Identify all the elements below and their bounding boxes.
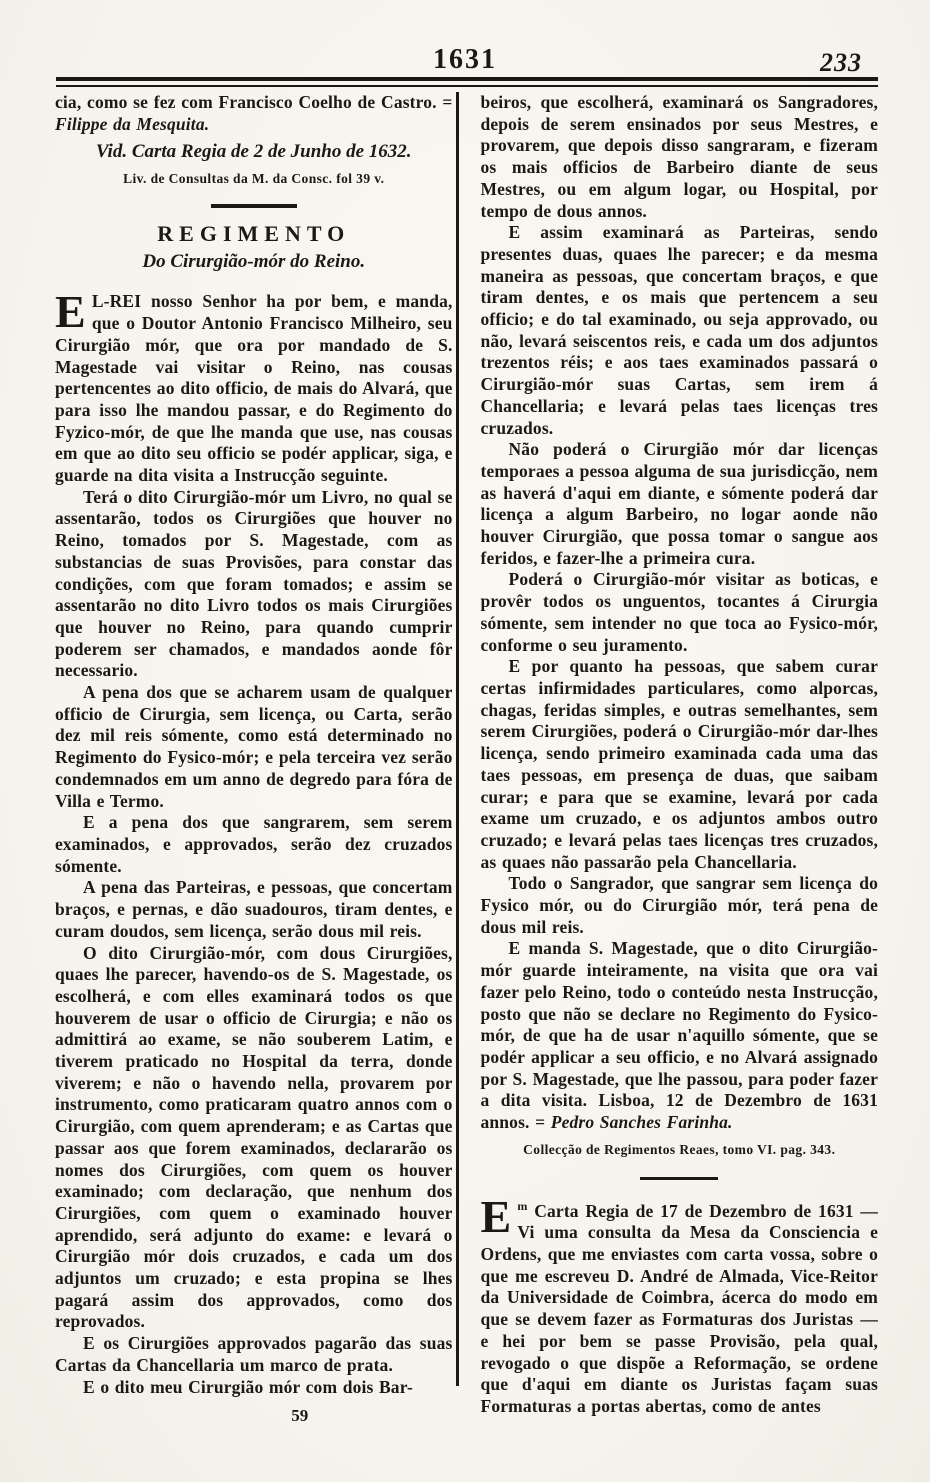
closing-paragraph [481, 938, 879, 1133]
paragraph: A pena dos que se acharem usam de qualquer officio de Cirurgia, sem licença, ou Carta, serão dez mil reis sómente, como está determinado no Regimento do Fysico-mór; e pela terceira vez serão condemnados em um anno de degredo para fóra de Villa e Termo. [55, 682, 453, 811]
paragraph: E a pena dos que sangrarem, sem serem examinados, e approvados, serão dez cruzados sómente. [55, 812, 453, 876]
paragraph: Terá o dito Cirurgião-mór um Livro, no qual se assentarão, todos os Cirurgiões que houver no Reino, tomados por S. Magestade, com as substancias de suas Provisões, para constar das condições, com que foram tomados; e assim se assentarão no dito Livro todos os mais Cirurgiões que houver no Reino, para quando cumprir poderem ser chamados, e mandados aonde fôr necessario. [55, 486, 453, 681]
header-double-rule [56, 77, 878, 87]
signature-name: Pedro Sanches Farinha. [550, 1112, 733, 1133]
paragraph: Não poderá o Cirurgião mór dar licenças temporaes a pessoa alguma de sua jurisdicção, nem as haverá d'aqui em diante, e sómente poderá dar licença a algum Barbeiro, no logar aonde não houver Cirurgião, que possa tomar o sangue aos feridos, e fazer-lhe a primeira cura. [480, 439, 878, 568]
closing-text: E manda S. Magestade, que o dito Cirurgião-mór guarde inteiramente, na visita que ora vai fazer pelo Reino, todo o conteúdo nesta Instrucção, posto que não se declare no Regimento do Fysico-mór, de que ha de usar n'aquillo sómente, que se podér applicar a seu officio, e no Alvará assignado por S. Magestade, que lhe passou, para poder fazer a dita visita. Lisboa, 12 de Dezembro de 1631 annos. = [480, 938, 878, 1133]
paragraph: O dito Cirurgião-mór, com dous Cirurgiões, quaes lhe parecer, havendo-os de S. Magestade, os escolherá, e com elles examinará todos os que houverem de usar o officio de Cirurgia; e não os admittirá ao exame, se não souberem Latim, e tiverem praticado no Hospital da terra, donde viverem; e não o havendo nella, provarem por instrumento, como praticaram quatro annos com o Cirurgião, com quem aprenderam; e as Cartas que passar aos que forem examinados, declararão os nomes dos Cirurgiões, com quem os houver examinado; com declaração, que nenhum dos Cirurgiões, com quem o examinado houver aprendido, será adjunto do exame: e levará o Cirurgião mór dois cruzados, e cada um dos adjuntos um cruzado; e esta propina se lhes pagará assim dos approvados, como dos reprovados. [55, 942, 453, 1332]
paragraph: E assim examinará as Parteiras, sendo presentes duas, quaes lhe parecer; e da mesma maneira as pessoas, que concertam braços, e que tiram dentes, e os mais que pertencem a seu officio; e do tal examinado, ou seja approvado, ou não, levará seiscentos reis, e cada um dos adjuntos trezentos réis; e aos taes examinados passará o Cirurgião-mór suas Cartas, sem irem á Chancellaria; e levará pelas taes licenças tres cruzados. [480, 222, 878, 438]
section-title: REGIMENTO [157, 221, 351, 247]
signature-name: Filippe da Mesquita. [55, 113, 210, 134]
section-subtitle: Do Cirurgião-mór do Reino. [142, 251, 366, 273]
paragraph: E os Cirurgiões approvados pagarão das suas Cartas da Chancellaria um marco de prata. [55, 1333, 453, 1375]
paragraph [55, 286, 453, 486]
paragraph-text: L-REI nosso Senhor ha por bem, e manda, que o Doutor Antonio Francisco Milheiro, seu Cirurgião mór, que ora por mandado de S. Magestade vai visitar o Reino, nas cousas pertencentes ao dito officio, de mais do Alvará, que para isso lhe mandou passar, e do Regimento do Fyzico-mór, de que lhe manda que use, nas cousas em que ao dito seu officio se podér applicar, siga, e guarde na dita visita a Instrucção seguinte. [55, 291, 453, 486]
drop-cap: E [55, 286, 86, 338]
running-head-year: 1631 [433, 44, 497, 75]
drop-cap: E [480, 1190, 512, 1242]
continuation-paragraph [55, 92, 453, 135]
collection-citation-line: Collecção de Regimentos Reaes, tomo VI. pag. 343. [523, 1141, 836, 1157]
drop-cap-superscript: m [517, 1198, 528, 1213]
left-column [55, 92, 453, 1426]
paragraph: E por quanto ha pessoas, que sabem curar certas infirmidades particulares, como alporcas, chagas, feridas simples, e outras semelhantes, sem serem Cirurgiões, poderá o Cirurgião-mór dar-lhes licença, sendo primeiro examinada cada uma das taes pessoas, em presença de duas, que saibam curar; e para que se examine, levará por cada exame um cruzado, e os adjuntos ambos outro cruzado; e levará pelas taes licenças tres cruzados, as quaes não passarão pela Chancellaria. [480, 656, 878, 872]
paragraph-text: Carta Regia de 17 de Dezembro de 1631 — Vi uma consulta da Mesa da Consciencia e Ordens, que me enviastes com carta vossa, sobre o que me escreveu D. André de Almada, Vice-Reitor da Universidade de Coimbra, ácerca do modo em que se devem fazer as Formaturas dos Juristas — e hei por bem se passe Provisão, pela qual, revogado o que dispõe a Reformação, se ordene que d'aqui em diante os Juristas façam suas Formaturas a portas abertas, como de antes [480, 1200, 878, 1416]
section-separator-rule [640, 1177, 718, 1180]
continuation-paragraph: beiros, que escolherá, examinará os Sangradores, depois de serem ensinados por seus Mestres, e provarem, que depois disso sangraram, e fizeram os mais officios de Barbeiro diante de seus Mestres, ou em algum logar, ou Hospital, por tempo de dous annos. [480, 92, 878, 221]
paragraph: Todo o Sangrador, que sangrar sem licença do Fysico mór, ou do Cirurgião mór, terá pena de dous mil reis. [480, 873, 878, 937]
paragraph: Poderá o Cirurgião-mór visitar as boticas, e provêr todos os unguentos, tocantes á Cirurgia sómente, sem intender no que toca ao Fysico-mór, conforme o seu juramento. [480, 569, 878, 655]
archival-source-line: Liv. de Consultas da M. da Consc. fol 39 v. [123, 171, 385, 187]
carta-regia-paragraph [480, 1190, 879, 1418]
right-column [481, 92, 879, 1426]
paragraph: A pena das Parteiras, e pessoas, que concertam braços, e pernas, e dão suadouros, tiram dentes, e curam doudos, sem licença, serão dous mil reis. [55, 877, 453, 941]
page-number: 233 [820, 48, 862, 77]
text-columns [55, 92, 878, 1426]
section-separator-rule [211, 204, 297, 208]
paragraph: E o dito meu Cirurgião mór com dois Bar- [83, 1376, 413, 1397]
cross-reference-line: Vid. Carta Regia de 2 de Junho de 1632. [95, 141, 412, 163]
continuation-text: cia, como se fez com Francisco Coelho de Castro. = [55, 92, 453, 112]
gathering-signature-mark: 59 [291, 1406, 309, 1426]
